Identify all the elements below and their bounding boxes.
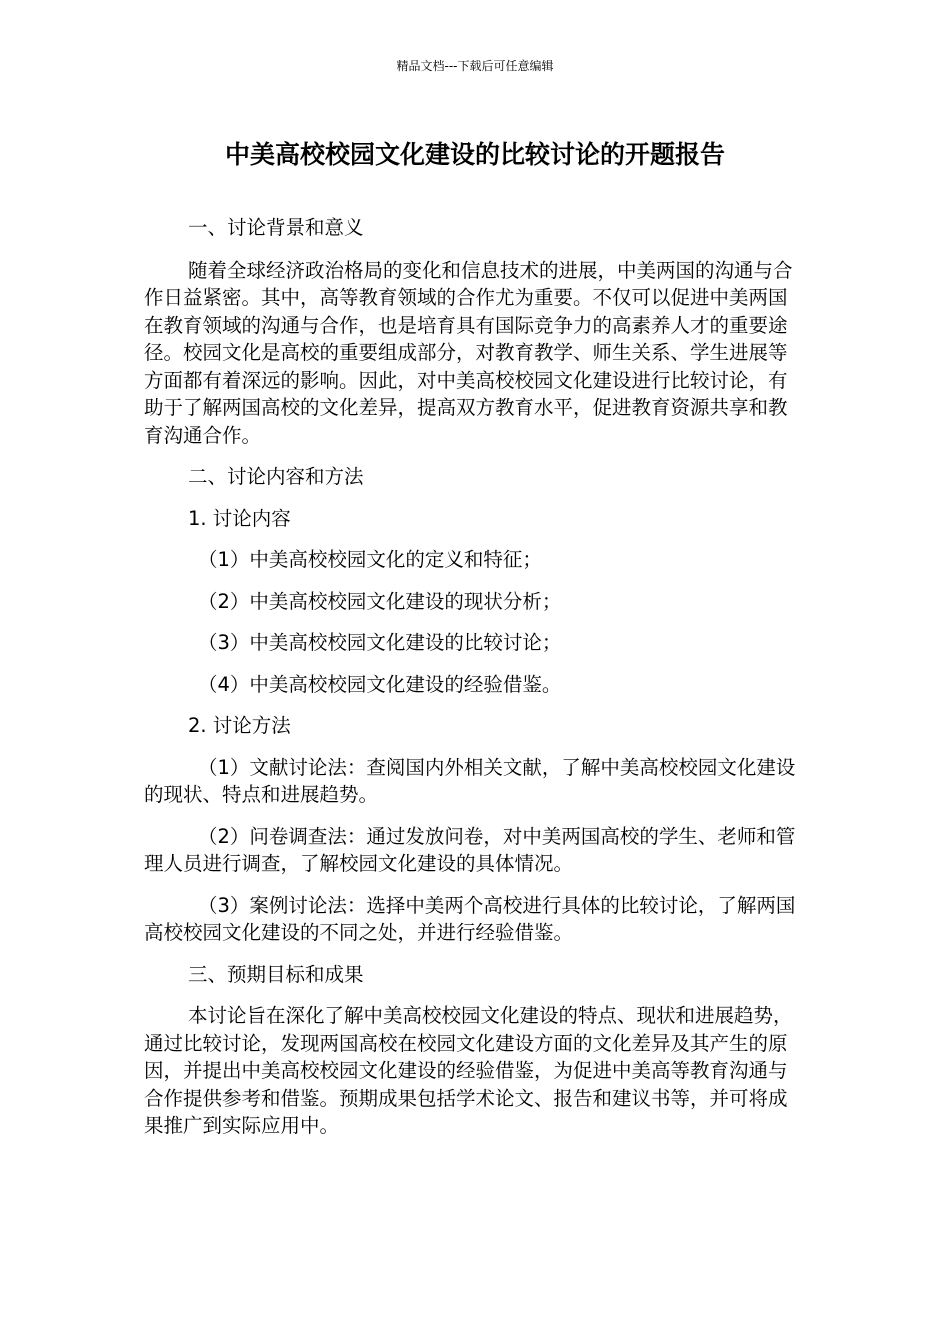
document-title: 中美高校校园文化建设的比较讨论的开题报告 xyxy=(224,140,725,169)
method-item: （1）文献讨论法：查阅国内外相关文献，了解中美高校校园文化建设的现状、特点和进展趋势。 xyxy=(144,755,796,806)
method-item: （3）案例讨论法：选择中美两个高校进行具体的比较讨论，了解两国高校校园文化建设的不同之处，并进行经验借鉴。 xyxy=(144,893,796,944)
content-item: （4）中美高校校园文化建设的经验借鉴。 xyxy=(198,672,562,696)
background-paragraph: 随着全球经济政治格局的变化和信息技术的进展，中美两国的沟通与合作日益紧密。其中，高等教育领域的合作尤为重要。不仅可以促进中美两国在教育领域的沟通与合作，也是培育具有国际竞争力的高素养人才的重要途径。校园文化是高校的重要组成部分，对教育教学、师生关系、学生进展等方面都有着深远的影响。因此，对中美高校校园文化建设进行比较讨论，有助于了解两国高校的文化差异，提高双方教育水平，促进教育资源共享和教育沟通合作。 xyxy=(144,258,793,447)
content-item: （3）中美高校校园文化建设的比较讨论； xyxy=(198,631,562,654)
subheading-method: 2. 讨论方法 xyxy=(188,714,291,737)
content-item: （1）中美高校校园文化的定义和特征； xyxy=(198,548,542,571)
section-heading-content-method: 二、讨论内容和方法 xyxy=(188,465,364,488)
section-heading-goals: 三、预期目标和成果 xyxy=(188,962,364,986)
content-item: （2）中美高校校园文化建设的现状分析； xyxy=(198,589,562,613)
subheading-content: 1. 讨论内容 xyxy=(188,506,291,530)
goals-paragraph: 本讨论旨在深化了解中美高校校园文化建设的特点、现状和进展趋势，通过比较讨论，发现两国高校在校园文化建设方面的文化差异及其产生的原因，并提出中美高校校园文化建设的经验借鉴，为促进中美高等教育沟通与合作提供参考和借鉴。预期成果包括学术论文、报告和建议书等，并可将成果推广到实际应用中。 xyxy=(144,1004,793,1137)
header-note: 精品文档---下载后可任意编辑 xyxy=(396,59,554,73)
method-item: （2）问卷调查法：通过发放问卷，对中美两国高校的学生、老师和管理人员进行调查，了解校园文化建设的具体情况。 xyxy=(144,824,796,875)
document-body xyxy=(144,214,806,1154)
section-heading-background: 一、讨论背景和意义 xyxy=(188,216,364,239)
